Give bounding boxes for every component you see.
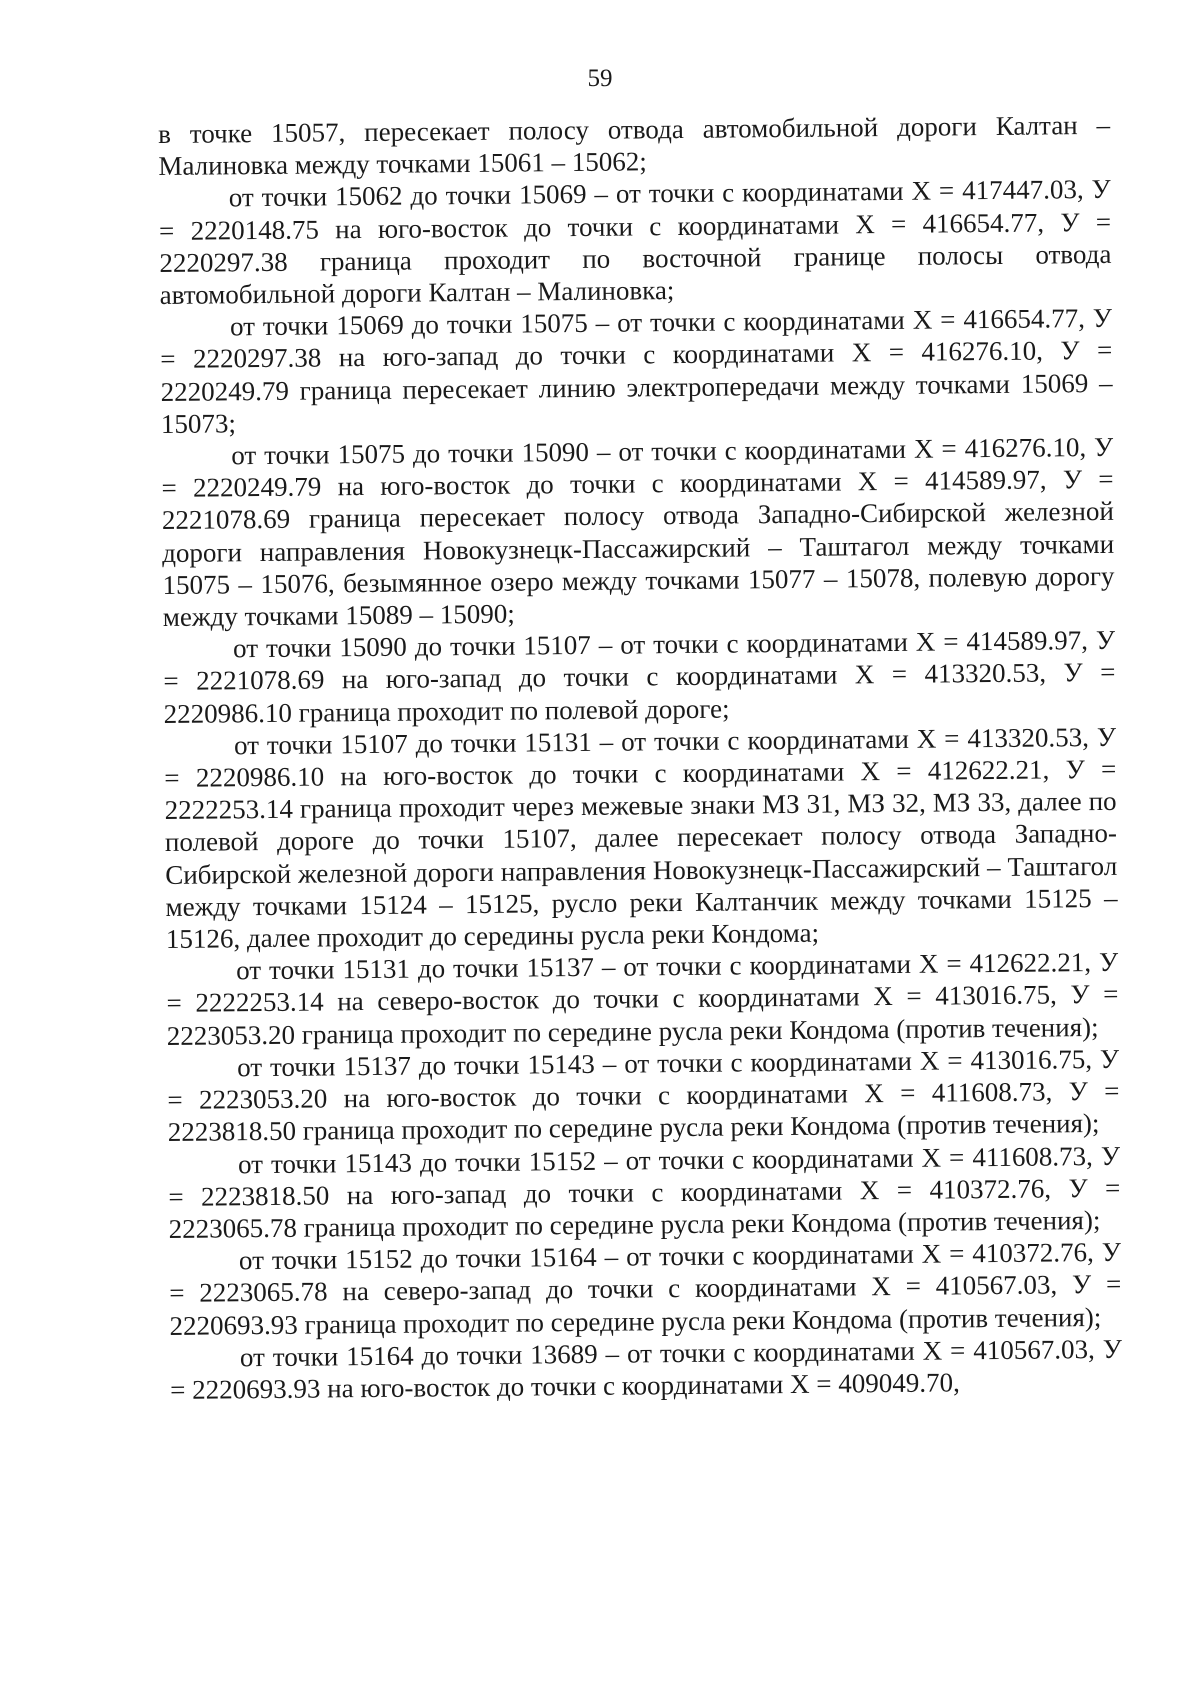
paragraph: в точке 15057, пересекает полосу отвода автомобильной дороги Калтан – Малиновка между точками 15061 – 15062; [158, 109, 1111, 182]
document-body [158, 109, 1122, 1406]
paragraph: от точки 15090 до точки 15107 – от точки с координатами Х = 414589.97, У = 2221078.69 на юго-запад до точки с координатами Х = 413320.53, У = 2220986.10 граница проходит по полевой дороге; [163, 625, 1116, 729]
paragraph: от точки 15075 до точки 15090 – от точки с координатами Х = 416276.10, У = 2220249.79 на юго-восток до точки с координатами Х = 414589.97, У = 2221078.69 граница пересекает полосу отвода Западно-Сибирской железной дороги направления Новокузнецк-Пассажирский – Таштагол между точками 15075 – 15076, безымянное озеро между точками 15077 – 15078, полевую дорогу между точками 15089 – 15090; [161, 431, 1115, 633]
page-number: 59 [587, 65, 613, 92]
paragraph: от точки 15137 до точки 15143 – от точки с координатами Х = 413016.75, У = 2223053.20 на юго-восток до точки с координатами Х = 411608.73, У = 2223818.50 граница проходит по середине русла реки Кондома (против течения); [167, 1043, 1120, 1148]
paragraph: от точки 15164 до точки 13689 – от точки с координатами Х = 410567.03, У = 2220693.93 на юго-восток до точки с координатами Х = 409049.70, [170, 1333, 1123, 1405]
paragraph: от точки 15152 до точки 15164 – от точки с координатами Х = 410372.76, У = 2223065.78 на северо-запад до точки с координатами Х = 410567.03, У = 2220693.93 граница проходит по середине русла реки Кондома (против течения); [169, 1236, 1122, 1341]
paragraph: от точки 15107 до точки 15131 – от точки с координатами Х = 413320.53, У = 2220986.10 на юго-восток до точки с координатами Х = 412622.21, У = 2222253.14 граница проходит через межевые знаки МЗ 31, МЗ 32, МЗ 33, далее по полевой дороге до точки 15107, далее пересекает полосу отвода Западно-Сибирской железной дороги направления Новокузнецк-Пассажирский – Таштагол между точками 15124 – 15125, русло реки Калтанчик между точками 15125 – 15126, далее проходит до середины русла реки Кондома; [164, 721, 1118, 955]
paragraph: от точки 15069 до точки 15075 – от точки с координатами Х = 416654.77, У = 2220297.38 на юго-запад до точки с координатами Х = 416276.10, У = 2220249.79 граница пересекает линию электропередачи между точками 15069 – 15073; [160, 303, 1113, 439]
paragraph: от точки 15143 до точки 15152 – от точки с координатами Х = 411608.73, У = 2223818.50 на юго-запад до точки с координатами Х = 410372.76, У = 2223065.78 граница проходит по середине русла реки Кондома (против течения); [168, 1140, 1121, 1244]
paragraph: от точки 15131 до точки 15137 – от точки с координатами Х = 412622.21, У = 2222253.14 на северо-восток до точки с координатами Х = 413016.75, У = 2223053.20 граница проходит по середине русла реки Кондома (против течения); [166, 947, 1119, 1051]
paragraph: от точки 15062 до точки 15069 – от точки с координатами Х = 417447.03, У = 2220148.75 на юго-восток до точки с координатами Х = 416654.77, У = 2220297.38 граница проходит по восточной границе полосы отвода автомобильной дороги Калтан – Малиновка; [158, 174, 1112, 311]
